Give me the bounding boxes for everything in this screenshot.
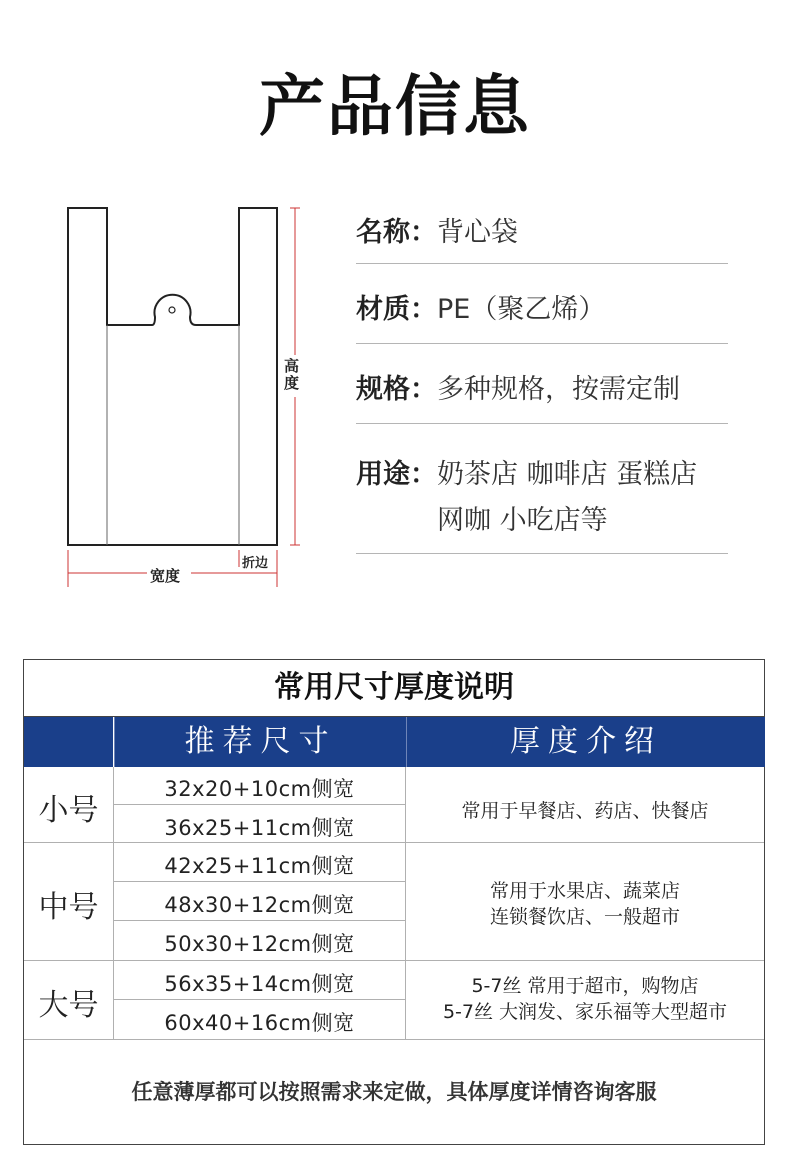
hang-hole-icon: [169, 307, 175, 313]
thickness-desc: 常用于早餐店、药店、快餐店: [461, 800, 709, 822]
spec-value: 背心袋: [437, 217, 518, 248]
size-value: 48x30+12cm侧宽: [164, 893, 355, 917]
size-large: 大号: [38, 988, 99, 1023]
thickness-desc: 常用于水果店、蔬菜店 连锁餐饮店、一般超市: [489, 880, 680, 928]
size-value: 56x35+14cm侧宽: [164, 972, 355, 996]
size-medium: 中号: [38, 890, 99, 925]
width-label: 宽度: [150, 567, 181, 585]
size-value: 42x25+11cm侧宽: [164, 854, 355, 878]
spec-row-name: [356, 198, 728, 264]
spec-value: 奶茶店 咖啡店 蛋糕店 网咖 小吃店等: [437, 459, 698, 536]
spec-key: 名称：: [356, 217, 437, 248]
header-blank: [24, 717, 113, 767]
page-title: 产品信息: [259, 68, 531, 145]
spec-value: 多种规格，按需定制: [437, 374, 680, 405]
spec-key: 用途：: [356, 459, 437, 490]
spec-list: [356, 198, 728, 554]
bag-outline: [68, 208, 277, 545]
footer-note: 任意薄厚都可以按照需求来定做，具体厚度详情咨询客服: [131, 1080, 657, 1104]
bag-diagram: [50, 195, 320, 595]
height-label: 高度: [284, 357, 300, 392]
header-size: 推荐尺寸: [114, 717, 406, 767]
size-value: 50x30+12cm侧宽: [164, 932, 355, 956]
size-small: 小号: [38, 793, 99, 828]
thickness-desc: 5-7丝 常用于超市，购物店 5-7丝 大润发、家乐福等大型超市: [442, 975, 728, 1023]
size-value: 60x40+16cm侧宽: [164, 1011, 355, 1035]
spec-row-material: [356, 264, 728, 344]
fold-label: 折边: [242, 556, 269, 571]
spec-value: PE（聚乙烯）: [437, 294, 606, 325]
spec-row-spec: [356, 344, 728, 424]
spec-key: 规格：: [356, 374, 437, 405]
header-thickness: 厚度介绍: [406, 717, 765, 767]
spec-key: 材质：: [356, 294, 437, 325]
size-table: [23, 659, 765, 1145]
table-title: 常用尺寸厚度说明: [24, 660, 764, 717]
size-value: 36x25+11cm侧宽: [164, 816, 355, 840]
size-value: 32x20+10cm侧宽: [164, 777, 355, 801]
spec-row-usage: [356, 424, 728, 554]
